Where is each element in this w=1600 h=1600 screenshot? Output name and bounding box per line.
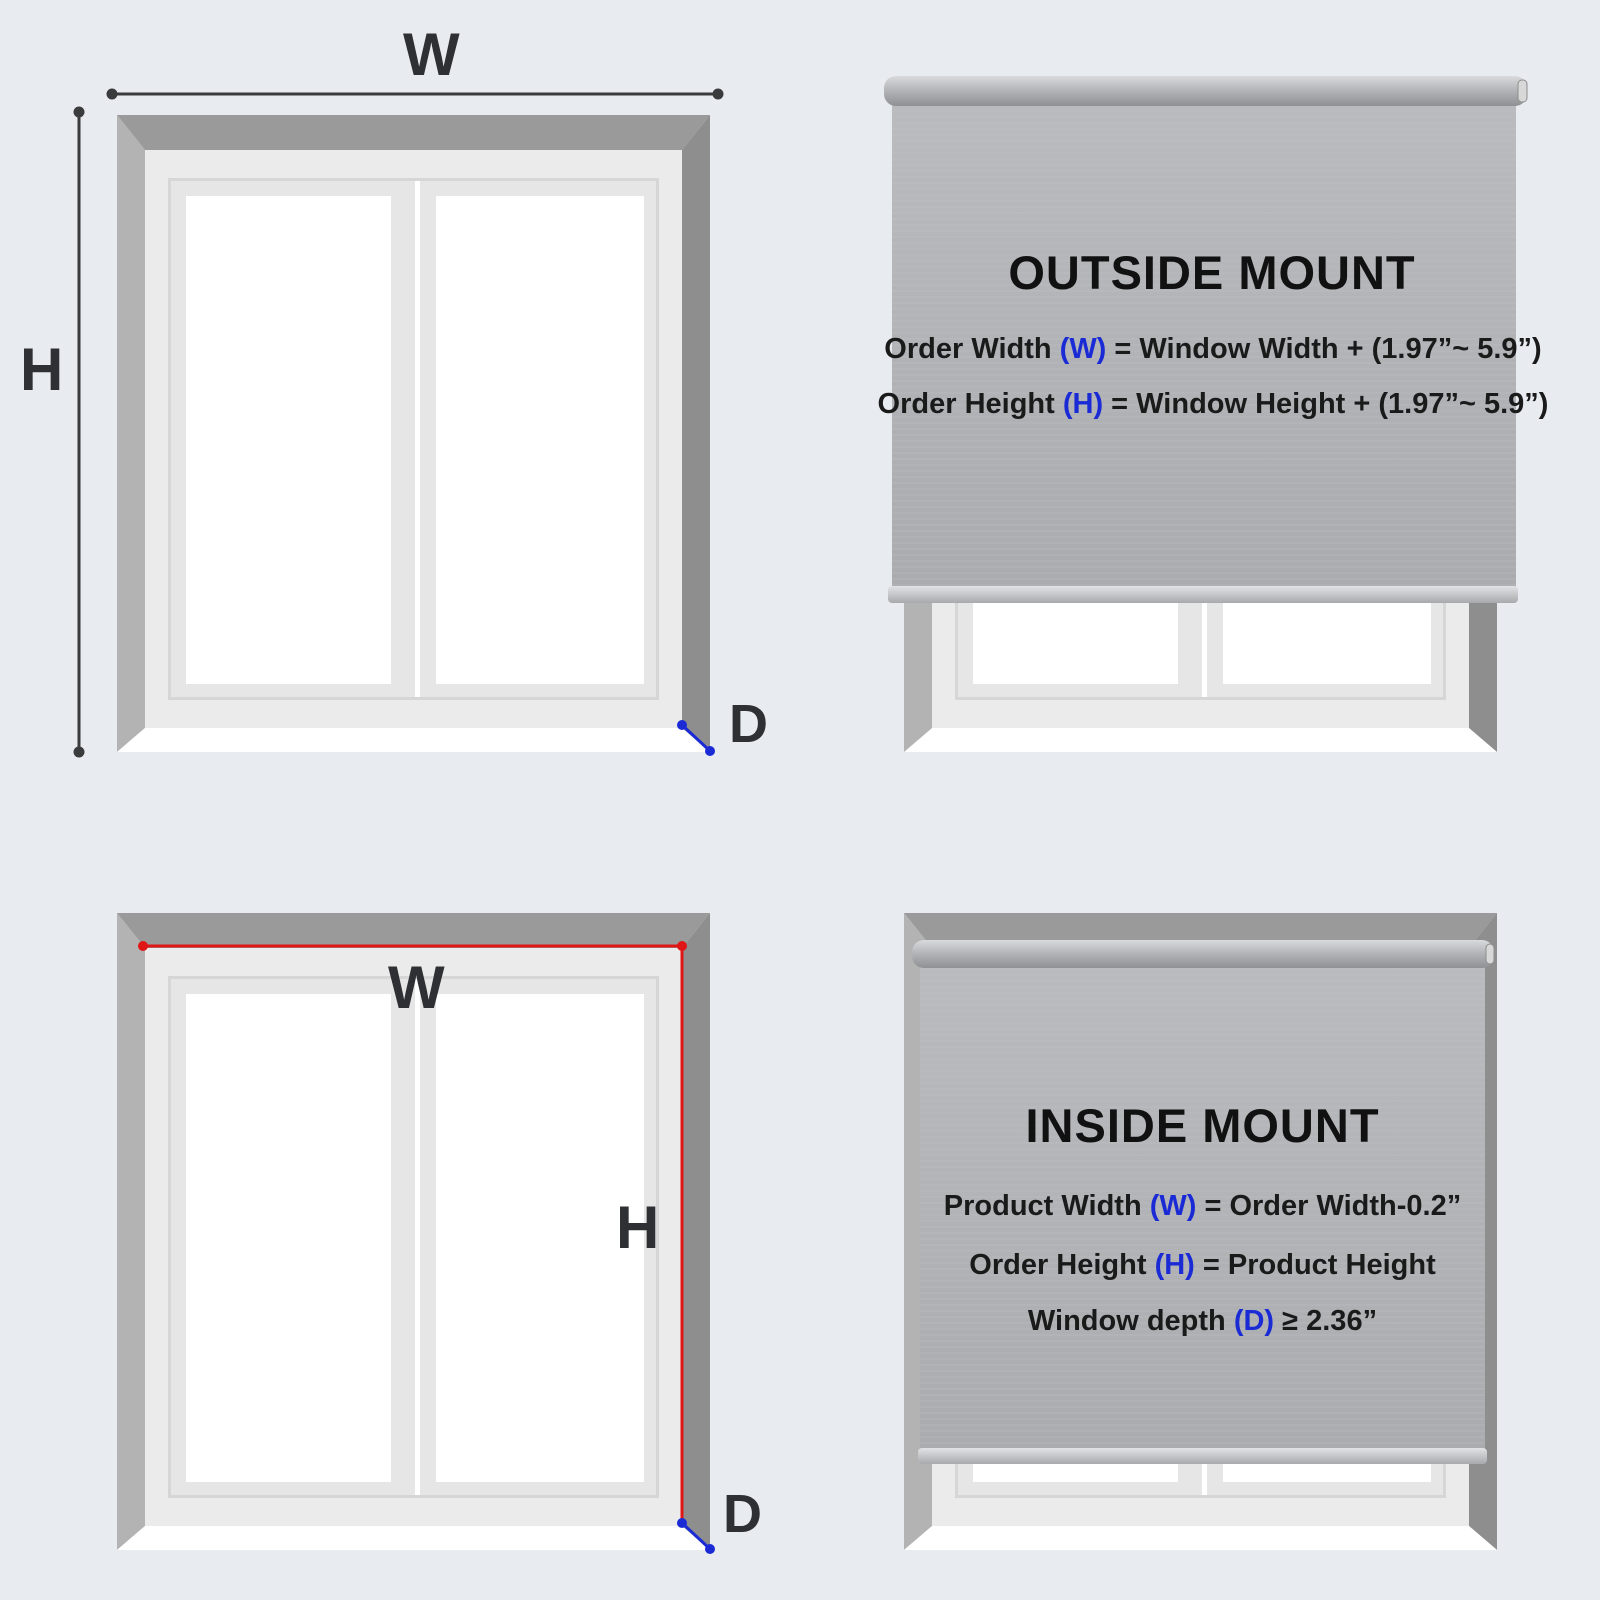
width-label-bottom: W [388,954,445,1021]
outside-formula-height: Order Height (H) = Window Height + (1.97”~ 5.9”) [877,388,1549,420]
inside-formula-height: Order Height (H) = Product Height [969,1249,1436,1281]
inside-formula-depth: Window depth (D) ≥ 2.36” [1027,1305,1378,1337]
inside-mount-title: INSIDE MOUNT [1025,1099,1380,1152]
outside-mount-title: OUTSIDE MOUNT [1008,246,1416,299]
depth-label-bottom: D [723,1484,762,1544]
inside-formula-width: Product Width (W) = Order Width-0.2” [943,1190,1462,1222]
height-label-bottom: H [616,1194,660,1261]
width-label-top: W [403,21,460,88]
outside-formula-width: Order Width (W) = Window Width + (1.97”~ 5.9”) [884,333,1542,365]
window-top-left [117,115,710,752]
window-top-right [904,590,1497,752]
depth-label-top: D [729,694,768,754]
height-label-top: H [20,336,64,403]
